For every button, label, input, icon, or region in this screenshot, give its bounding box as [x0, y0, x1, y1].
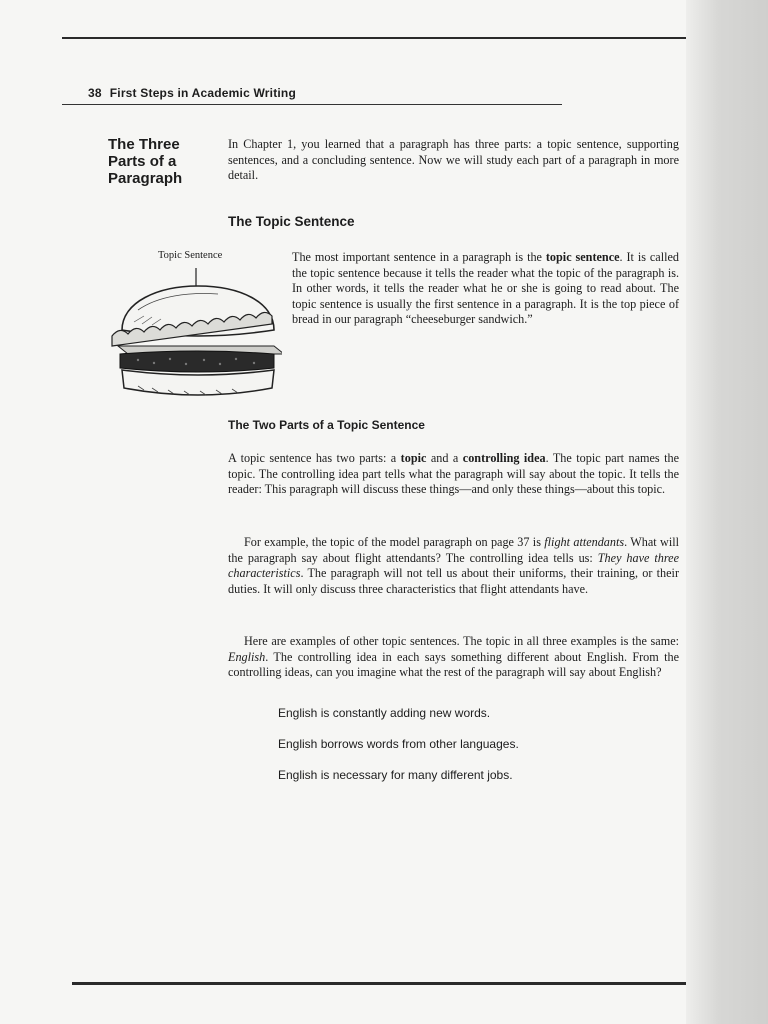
- italic-controlling-idea: They have three characteristics: [228, 550, 679, 580]
- text-run: . It is called the topic sentence because it tells the reader what the topic of the paragraph is. In other words, it tells the reader what he or she is going to read about. The topic sentence is usually the first sentence in a paragraph. It is the top piece of bread in our paragraph “cheeseburger sandwich.”: [292, 250, 679, 326]
- text-run: Here are examples of other topic sentences. The topic in all three examples is the same:: [244, 634, 679, 648]
- text-run: and a: [426, 451, 463, 465]
- text-run: The most important sentence in a paragraph is the: [292, 250, 546, 264]
- text-run: . The topic part names the topic. The controlling idea part tells what the paragraph will say about the topic. It tells the reader: This paragraph will discuss these things—and only these things—about this topic.: [228, 451, 679, 496]
- italic-english: English: [228, 649, 266, 664]
- topic-sentence-paragraph: [292, 250, 679, 328]
- text-run: . What will the paragraph say about flight attendants? The controlling idea tells us:: [228, 535, 679, 565]
- example-sentences: [278, 706, 519, 799]
- section-title: [108, 136, 218, 187]
- cheeseburger-figure: [108, 250, 282, 410]
- section-title-line: Parts of a: [108, 153, 177, 170]
- paragraph-two-parts: [228, 451, 679, 498]
- topic-sentence-heading: The Topic Sentence: [228, 214, 355, 229]
- text-run: . The paragraph will not tell us about their uniforms, their training, or their duties. It will only discuss three characteristics that flight attendants have.: [228, 566, 679, 596]
- term-controlling-idea: controlling idea: [462, 451, 546, 465]
- text-run: . The controlling idea in each says something different about English. From the controlling ideas, can you imagine what the rest of the paragraph will say about English?: [228, 649, 679, 679]
- page-number: 38: [88, 86, 102, 100]
- figure-label: Topic Sentence: [158, 250, 223, 261]
- book-title: First Steps in Academic Writing: [109, 86, 296, 100]
- section-title-line: The Three: [108, 136, 180, 153]
- paragraph-example: [228, 535, 679, 597]
- intro-paragraph: In Chapter 1, you learned that a paragraph has three parts: a topic sentence, supporting sentences, and a concluding sentence. Now we will study each part of a paragraph in more detail.: [228, 137, 679, 182]
- example-sentence: English is necessary for many different jobs.: [278, 768, 513, 782]
- running-header: [88, 86, 296, 100]
- example-sentence: English is constantly adding new words.: [278, 706, 491, 720]
- top-edge-rule: [62, 37, 695, 39]
- bottom-edge-rule: [72, 982, 703, 985]
- two-parts-heading: The Two Parts of a Topic Sentence: [228, 418, 425, 432]
- text-run: For example, the topic of the model paragraph on page 37 is: [244, 535, 545, 549]
- text-run: A topic sentence has two parts: a: [228, 451, 401, 465]
- section-title-line: Paragraph: [108, 170, 183, 187]
- paragraph-other-examples: [228, 634, 679, 681]
- term-topic: topic: [400, 451, 427, 465]
- italic-topic: flight attendants: [544, 535, 625, 549]
- header-rule: [62, 104, 562, 105]
- cheeseburger-illustration: [108, 250, 282, 410]
- term-topic-sentence: topic sentence: [545, 250, 620, 264]
- scan-shadow-edge: [686, 0, 768, 1024]
- example-sentence: English borrows words from other languages.: [278, 737, 519, 751]
